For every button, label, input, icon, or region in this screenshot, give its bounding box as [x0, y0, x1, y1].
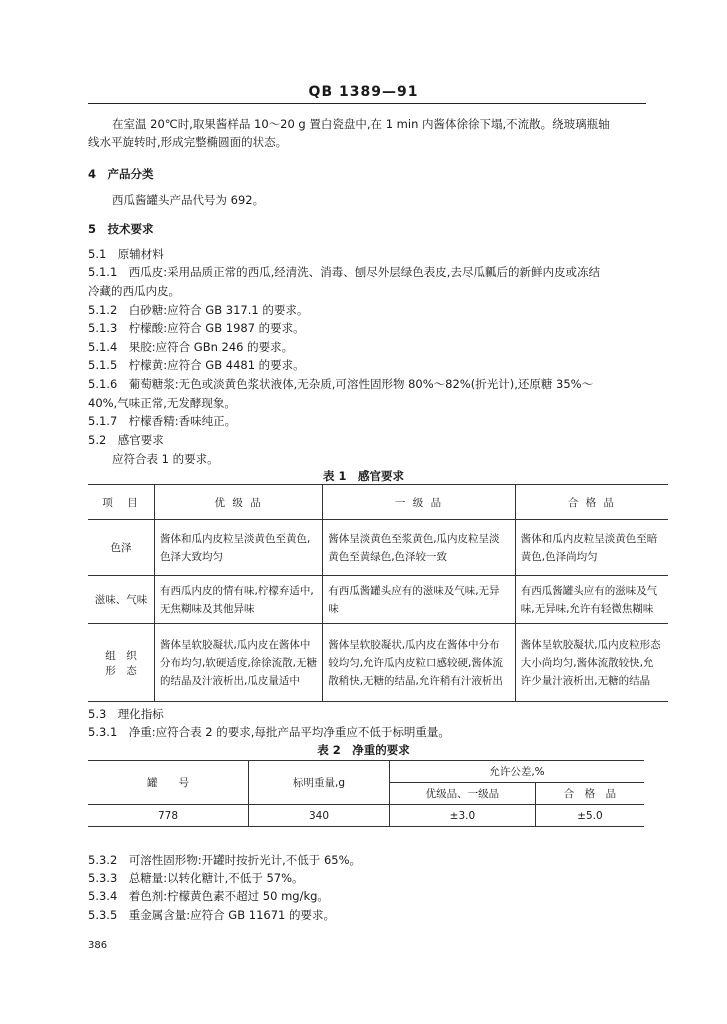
table-header-cell: 一 级 品: [323, 485, 516, 520]
paragraph-line: 5.3.5 重金属含量:应符合 GB 11671 的要求。: [88, 908, 335, 922]
table-cell: 有西瓜酱罐头应有的滋味及气味,无异味: [323, 576, 516, 624]
table1-sensory-requirements: [88, 484, 668, 702]
table2-net-weight: [88, 760, 644, 827]
paragraph-line: 5.3.4 着色剂:柠檬黄色素不超过 50 mg/kg。: [88, 889, 329, 903]
header-rule: [88, 103, 646, 104]
table-header-cell: 允许公差,%: [390, 761, 645, 783]
table-header-cell: 合 格 品: [515, 485, 668, 520]
paragraph-line: 40%,气味正常,无发酵现象。: [88, 396, 236, 410]
table-header-cell: 合 格 品: [535, 783, 644, 805]
subsection-heading: 5.3 理化指标: [88, 707, 164, 721]
paragraph-line: 5.1.3 柠檬酸:应符合 GB 1987 的要求。: [88, 321, 305, 335]
page-number: 386: [88, 940, 108, 951]
paragraph-line: 5.3.3 总糖量:以转化糖计,不低于 57%。: [88, 871, 304, 885]
paragraph-line: 5.1.4 果胶:应符合 GBn 246 的要求。: [88, 340, 294, 354]
paragraph-line: 在室温 20℃时,取果酱样品 10～20 g 置白瓷盘中,在 1 min 内酱体徐徐下塌,不流散。绕玻璃瓶轴: [112, 117, 610, 131]
table-header-cell: 项 目: [88, 485, 155, 520]
table2-caption: 表 2 净重的要求: [317, 743, 410, 757]
paragraph-line: 西瓜酱罐头产品代号为 692。: [112, 193, 265, 207]
standard-number: QB 1389—91: [308, 84, 419, 100]
table-cell: 酱体呈软胶凝状,瓜内皮在酱体中分布较均匀,允许瓜内皮粒口感较硬,酱体流散稍快,无糖的结晶,允许稍有汁液析出: [323, 624, 516, 702]
paragraph-line: 冷藏的西瓜内皮。: [88, 284, 180, 298]
paragraph-line: 5.1.5 柠檬黄:应符合 GB 4481 的要求。: [88, 358, 305, 372]
subsection-heading: 5.1 原辅材料: [88, 247, 164, 261]
row-label: 色泽: [88, 520, 155, 576]
table-cell: 酱体呈软胶凝状,瓜内皮在酱体中分布均匀,软硬适度,徐徐流散,无糖的结晶及汁液析出,瓜皮量适中: [155, 624, 323, 702]
paragraph-line: 5.1.1 西瓜皮:采用品质正常的西瓜,经清洗、消毒、刨尽外层绿色表皮,去尽瓜瓤后的新鲜内皮或冻结: [88, 265, 600, 279]
table-row: [88, 805, 644, 827]
table-header-cell: 标明重量,g: [249, 761, 390, 805]
table-cell: 酱体呈淡黄色至浆黄色,瓜内皮粒呈淡黄色至黄绿色,色泽较一致: [323, 520, 516, 576]
table-header-cell: 优级品、一级品: [390, 783, 536, 805]
table-cell: 有西瓜酱罐头应有的滋味及气味,无异味,允许有轻微焦糊味: [515, 576, 668, 624]
table-cell: 酱体和瓜内皮粒呈淡黄色至黄色,色泽大致均匀: [155, 520, 323, 576]
table-cell: 酱体和瓜内皮粒呈淡黄色至暗黄色,色泽尚均匀: [515, 520, 668, 576]
table-cell: 有西瓜内皮的情有味,柠檬弃适中,无焦糊味及其他异味: [155, 576, 323, 624]
table-row: [88, 576, 668, 624]
paragraph-line: 5.1.6 葡萄糖浆:无色或淡黄色浆状液体,无杂质,可溶性固形物 80%～82%(折光计),还原糖 35%～: [88, 377, 594, 391]
table-header-row: [88, 761, 644, 783]
table-cell: 340: [249, 805, 390, 827]
paragraph-line: 线水平旋转时,形成完整椭圆面的状态。: [88, 135, 288, 149]
table-cell: ±5.0: [535, 805, 644, 827]
paragraph-line: 5.3.1 净重:应符合表 2 的要求,每批产品平均净重应不低于标明重量。: [88, 725, 450, 739]
table-cell: ±3.0: [390, 805, 536, 827]
table-cell: 778: [88, 805, 249, 827]
paragraph-line: 5.3.2 可溶性固形物:开罐时按折光计,不低于 65%。: [88, 853, 362, 867]
table-header-cell: 优 级 品: [155, 485, 323, 520]
row-label: 滋味、气味: [88, 576, 155, 624]
table-cell: 酱体呈软胶凝状,瓜内皮粒形态大小尚均匀,酱体流散较快,允许少量汁液析出,无糖的结晶: [515, 624, 668, 702]
table-row: [88, 520, 668, 576]
table-header-cell: 罐 号: [88, 761, 249, 805]
paragraph-line: 应符合表 1 的要求。: [112, 452, 219, 466]
section-heading: 5 技术要求: [88, 222, 154, 236]
paragraph-line: 5.1.7 柠檬香精:香味纯正。: [88, 414, 237, 428]
subsection-heading: 5.2 感官要求: [88, 433, 164, 447]
table-header-row: [88, 485, 668, 520]
table1-caption: 表 1 感官要求: [322, 469, 404, 483]
section-heading: 4 产品分类: [88, 167, 154, 181]
row-label: 组 织 形 态: [88, 624, 155, 702]
table-row: [88, 624, 668, 702]
paragraph-line: 5.1.2 白砂糖:应符合 GB 317.1 的要求。: [88, 303, 309, 317]
